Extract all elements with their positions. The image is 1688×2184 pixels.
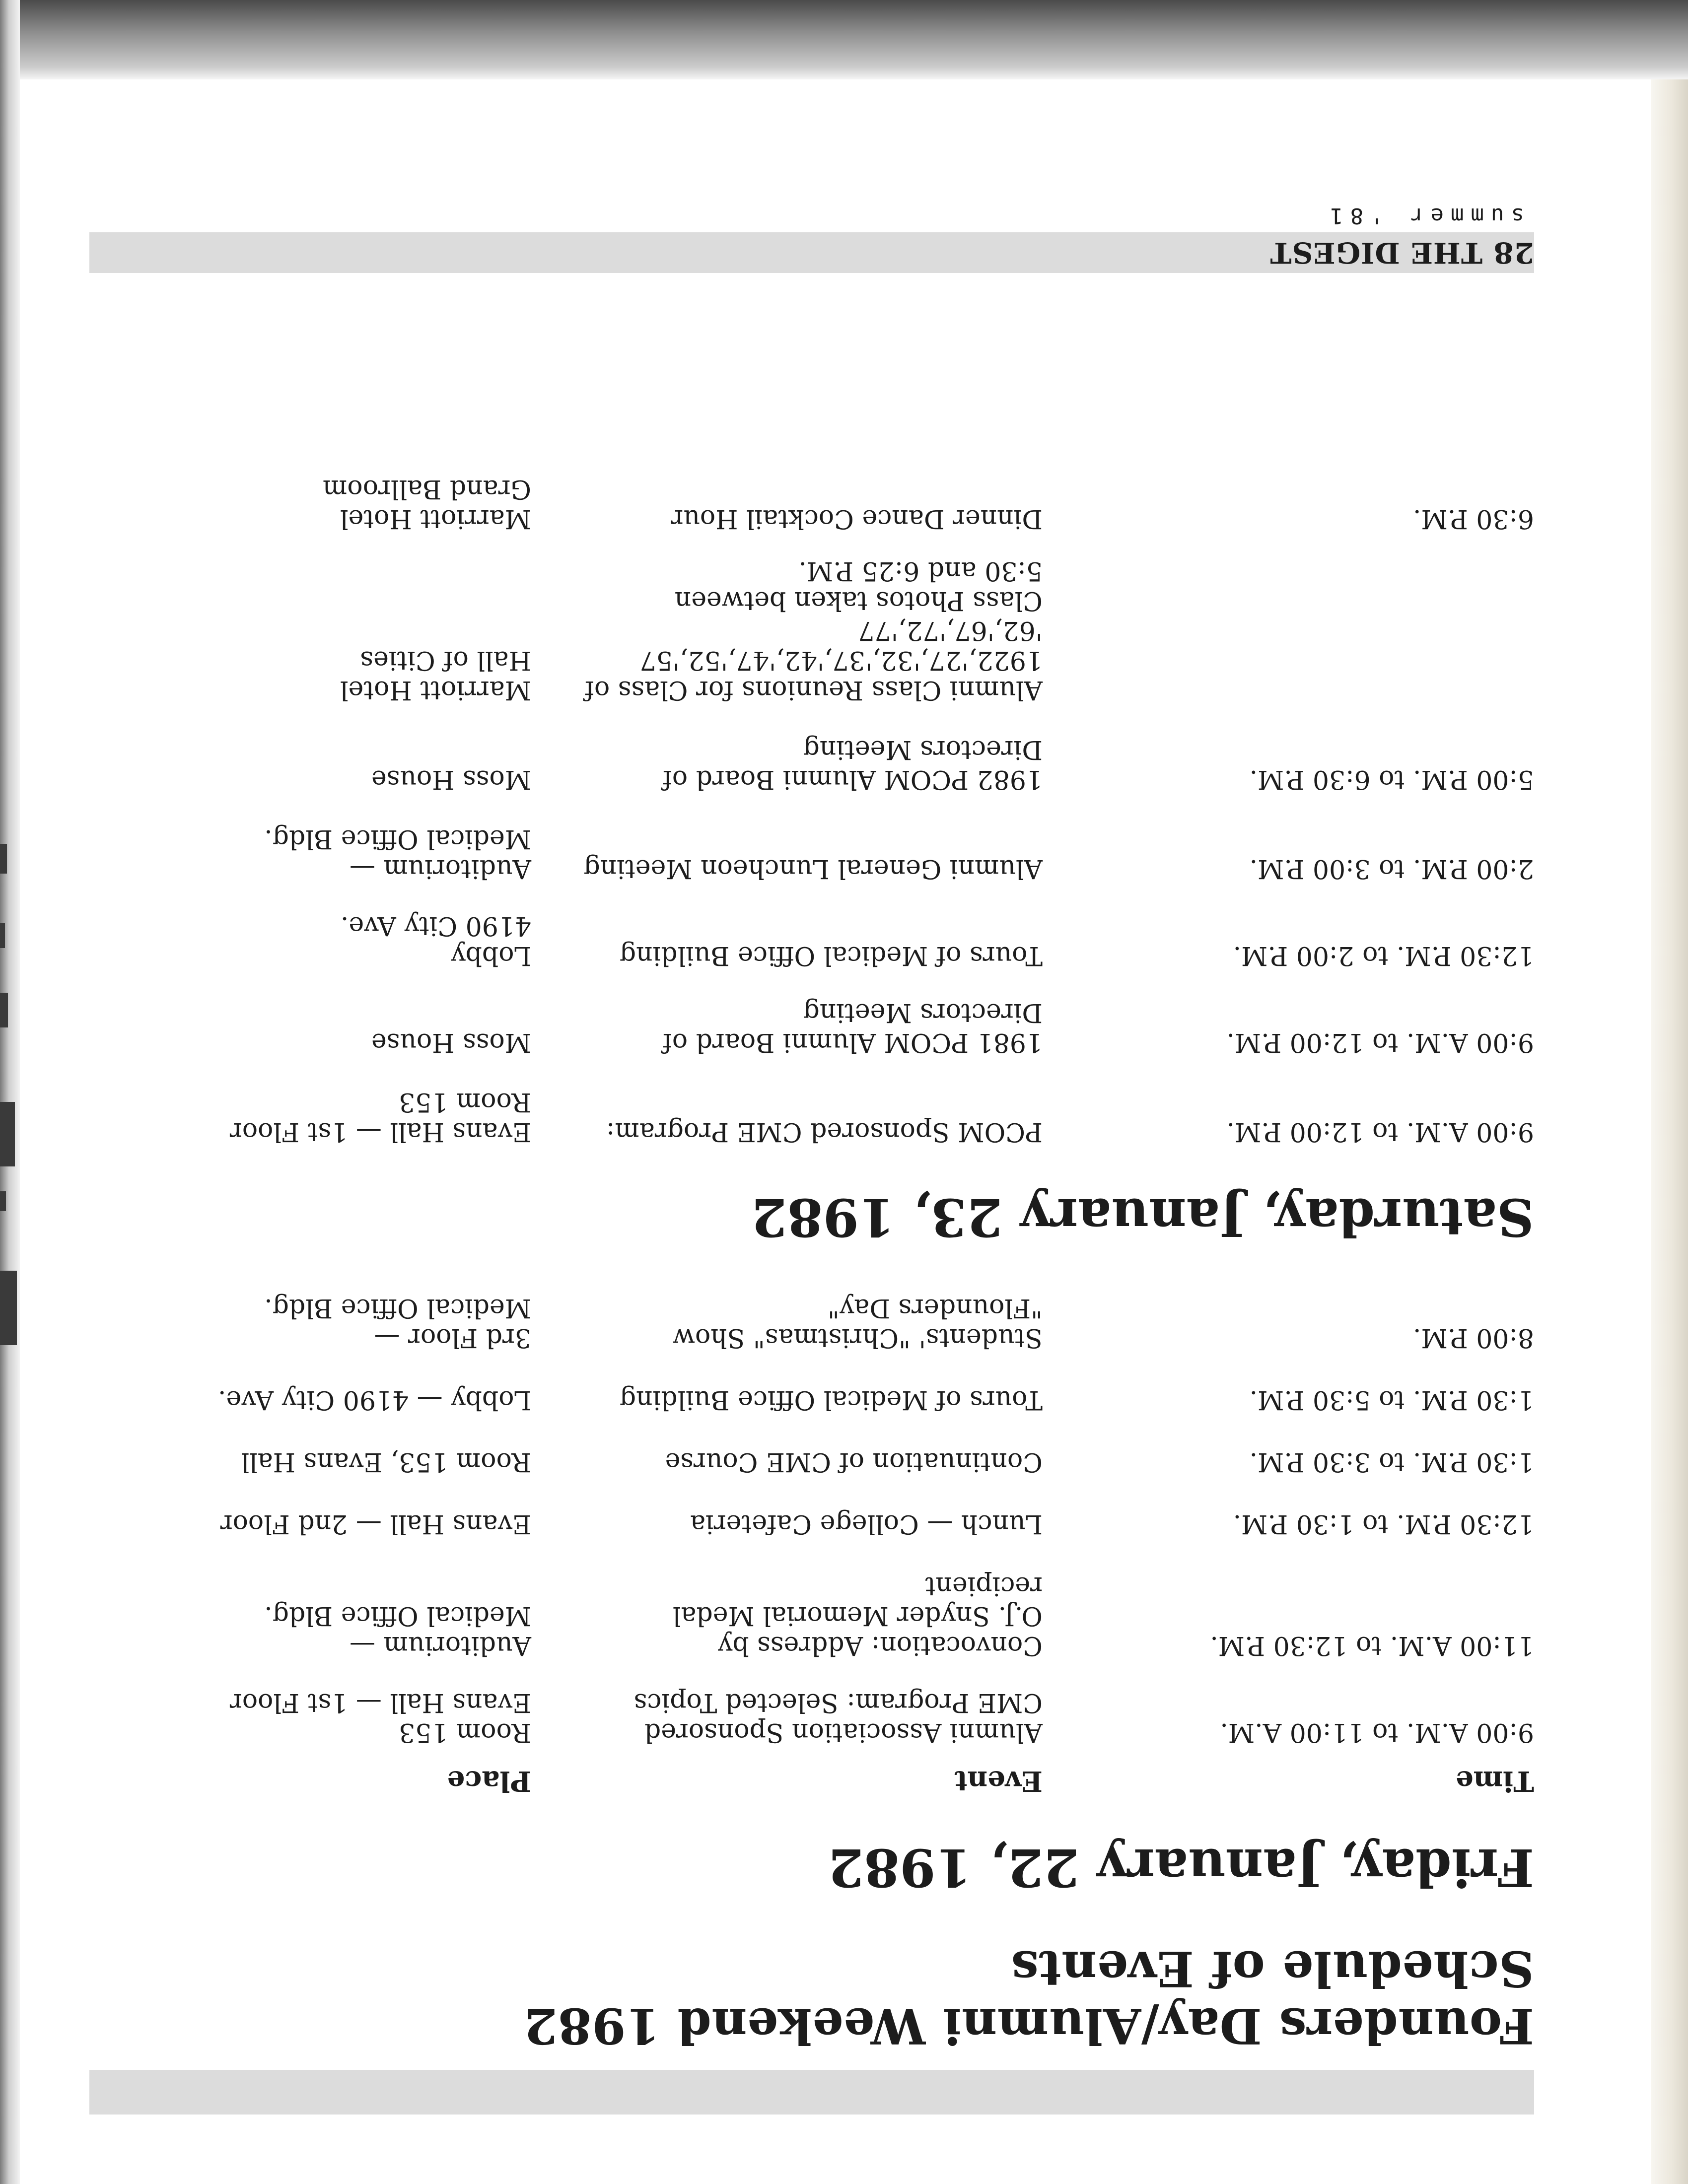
row-place: Moss House bbox=[371, 764, 531, 794]
row-event: Lunch — College Cafeteria bbox=[690, 1509, 1043, 1539]
issue-season: summer '81 bbox=[1323, 203, 1524, 228]
row-place: Moss House bbox=[371, 1027, 531, 1057]
row-place: Lobby 4190 City Ave. bbox=[340, 911, 531, 970]
day-heading-friday: Friday, January 22, 1982 bbox=[828, 1837, 1534, 1898]
row-event: 1982 PCOM Alumni Board of Directors Meeting bbox=[662, 735, 1043, 794]
row-event: Alumni Association Sponsored CME Program: Selected Topics bbox=[633, 1688, 1043, 1747]
row-place: Auditorium — Medical Office Bldg. bbox=[264, 1601, 531, 1660]
publication-name: THE DIGEST bbox=[1269, 236, 1483, 270]
column-header-time: Time bbox=[1456, 1765, 1534, 1797]
row-time: 1:30 P.M. to 5:30 P.M. bbox=[1249, 1385, 1534, 1415]
row-time: 11:00 A.M. to 12:30 P.M. bbox=[1210, 1631, 1534, 1660]
scan-right-edge bbox=[1651, 79, 1688, 2184]
row-place: Marriott Hotel Grand Ballroom bbox=[323, 474, 531, 534]
schedule-page bbox=[79, 179, 1544, 2115]
scan-margin-marks bbox=[0, 844, 19, 1390]
header-rule bbox=[89, 2070, 1534, 2115]
row-time: 12:30 P.M. to 1:30 P.M. bbox=[1233, 1509, 1534, 1539]
page-number: 28 bbox=[1493, 236, 1534, 270]
row-place: Room 153 Evans Hall — 1st Floor bbox=[229, 1688, 531, 1747]
row-time: 5:00 P.M. to 6:30 P.M. bbox=[1249, 764, 1534, 794]
column-header-event: Event bbox=[954, 1765, 1043, 1797]
row-event: Dinner Dance Cocktail Hour bbox=[671, 504, 1043, 534]
row-place: Evans Hall — 1st Floor Room 153 bbox=[229, 1087, 531, 1147]
page-subtitle: Schedule of Events bbox=[1011, 1940, 1534, 1997]
row-place: Lobby — 4190 City Ave. bbox=[217, 1385, 531, 1415]
row-event: Alumni Class Reunions for Class of 1922,'27,'32,'37,'42,'47,'52,'57 '62,'67,'72,'77 Class Photos taken between 5:30 and 6:25 P.M. bbox=[584, 556, 1043, 705]
scan-top-edge bbox=[20, 0, 1688, 79]
row-event: Students' "Christmas" Show "Flounders Day" bbox=[673, 1293, 1043, 1353]
row-time: 2:00 P.M. to 3:00 P.M. bbox=[1249, 854, 1534, 884]
row-time: 9:00 A.M. to 12:00 P.M. bbox=[1226, 1027, 1534, 1057]
row-time: 9:00 A.M. to 11:00 A.M. bbox=[1220, 1717, 1534, 1747]
row-place: Auditorium — Medical Office Bldg. bbox=[264, 824, 531, 884]
page-title: Founders Day/Alumni Weekend 1982 bbox=[523, 1997, 1534, 2054]
row-place: 3rd Floor — Medical Office Bldg. bbox=[264, 1293, 531, 1353]
row-place: Evans Hall — 2nd Floor bbox=[220, 1509, 531, 1539]
row-event: Continuation of CME Course bbox=[665, 1447, 1043, 1477]
row-event: Tours of Medical Office Building bbox=[619, 1385, 1043, 1415]
row-event: Tours of Medical Office Building bbox=[619, 941, 1043, 970]
row-place: Marriott Hotel Hall of Cities bbox=[340, 645, 531, 705]
column-header-place: Place bbox=[447, 1765, 531, 1797]
row-time: 1:30 P.M. to 3:30 P.M. bbox=[1249, 1447, 1534, 1477]
row-time: 6:30 P.M. bbox=[1412, 504, 1534, 534]
row-time: 8:00 P.M. bbox=[1412, 1323, 1534, 1353]
row-event: Alumni General Luncheon Meeting bbox=[583, 854, 1043, 884]
row-event: PCOM Sponsored CME Program: bbox=[606, 1117, 1043, 1147]
row-time: 9:00 A.M. to 12:00 P.M. bbox=[1226, 1117, 1534, 1147]
row-event: 1981 PCOM Alumni Board of Directors Meeting bbox=[662, 998, 1043, 1057]
running-footer bbox=[1270, 232, 1535, 273]
row-event: Convocation: Address by O.J. Snyder Memorial Medal recipient bbox=[672, 1571, 1043, 1660]
row-time: 12:30 P.M. to 2:00 P.M. bbox=[1233, 941, 1534, 970]
day-heading-saturday: Saturday, January 23, 1982 bbox=[751, 1187, 1534, 1248]
row-place: Room 153, Evans Hall bbox=[241, 1447, 531, 1477]
